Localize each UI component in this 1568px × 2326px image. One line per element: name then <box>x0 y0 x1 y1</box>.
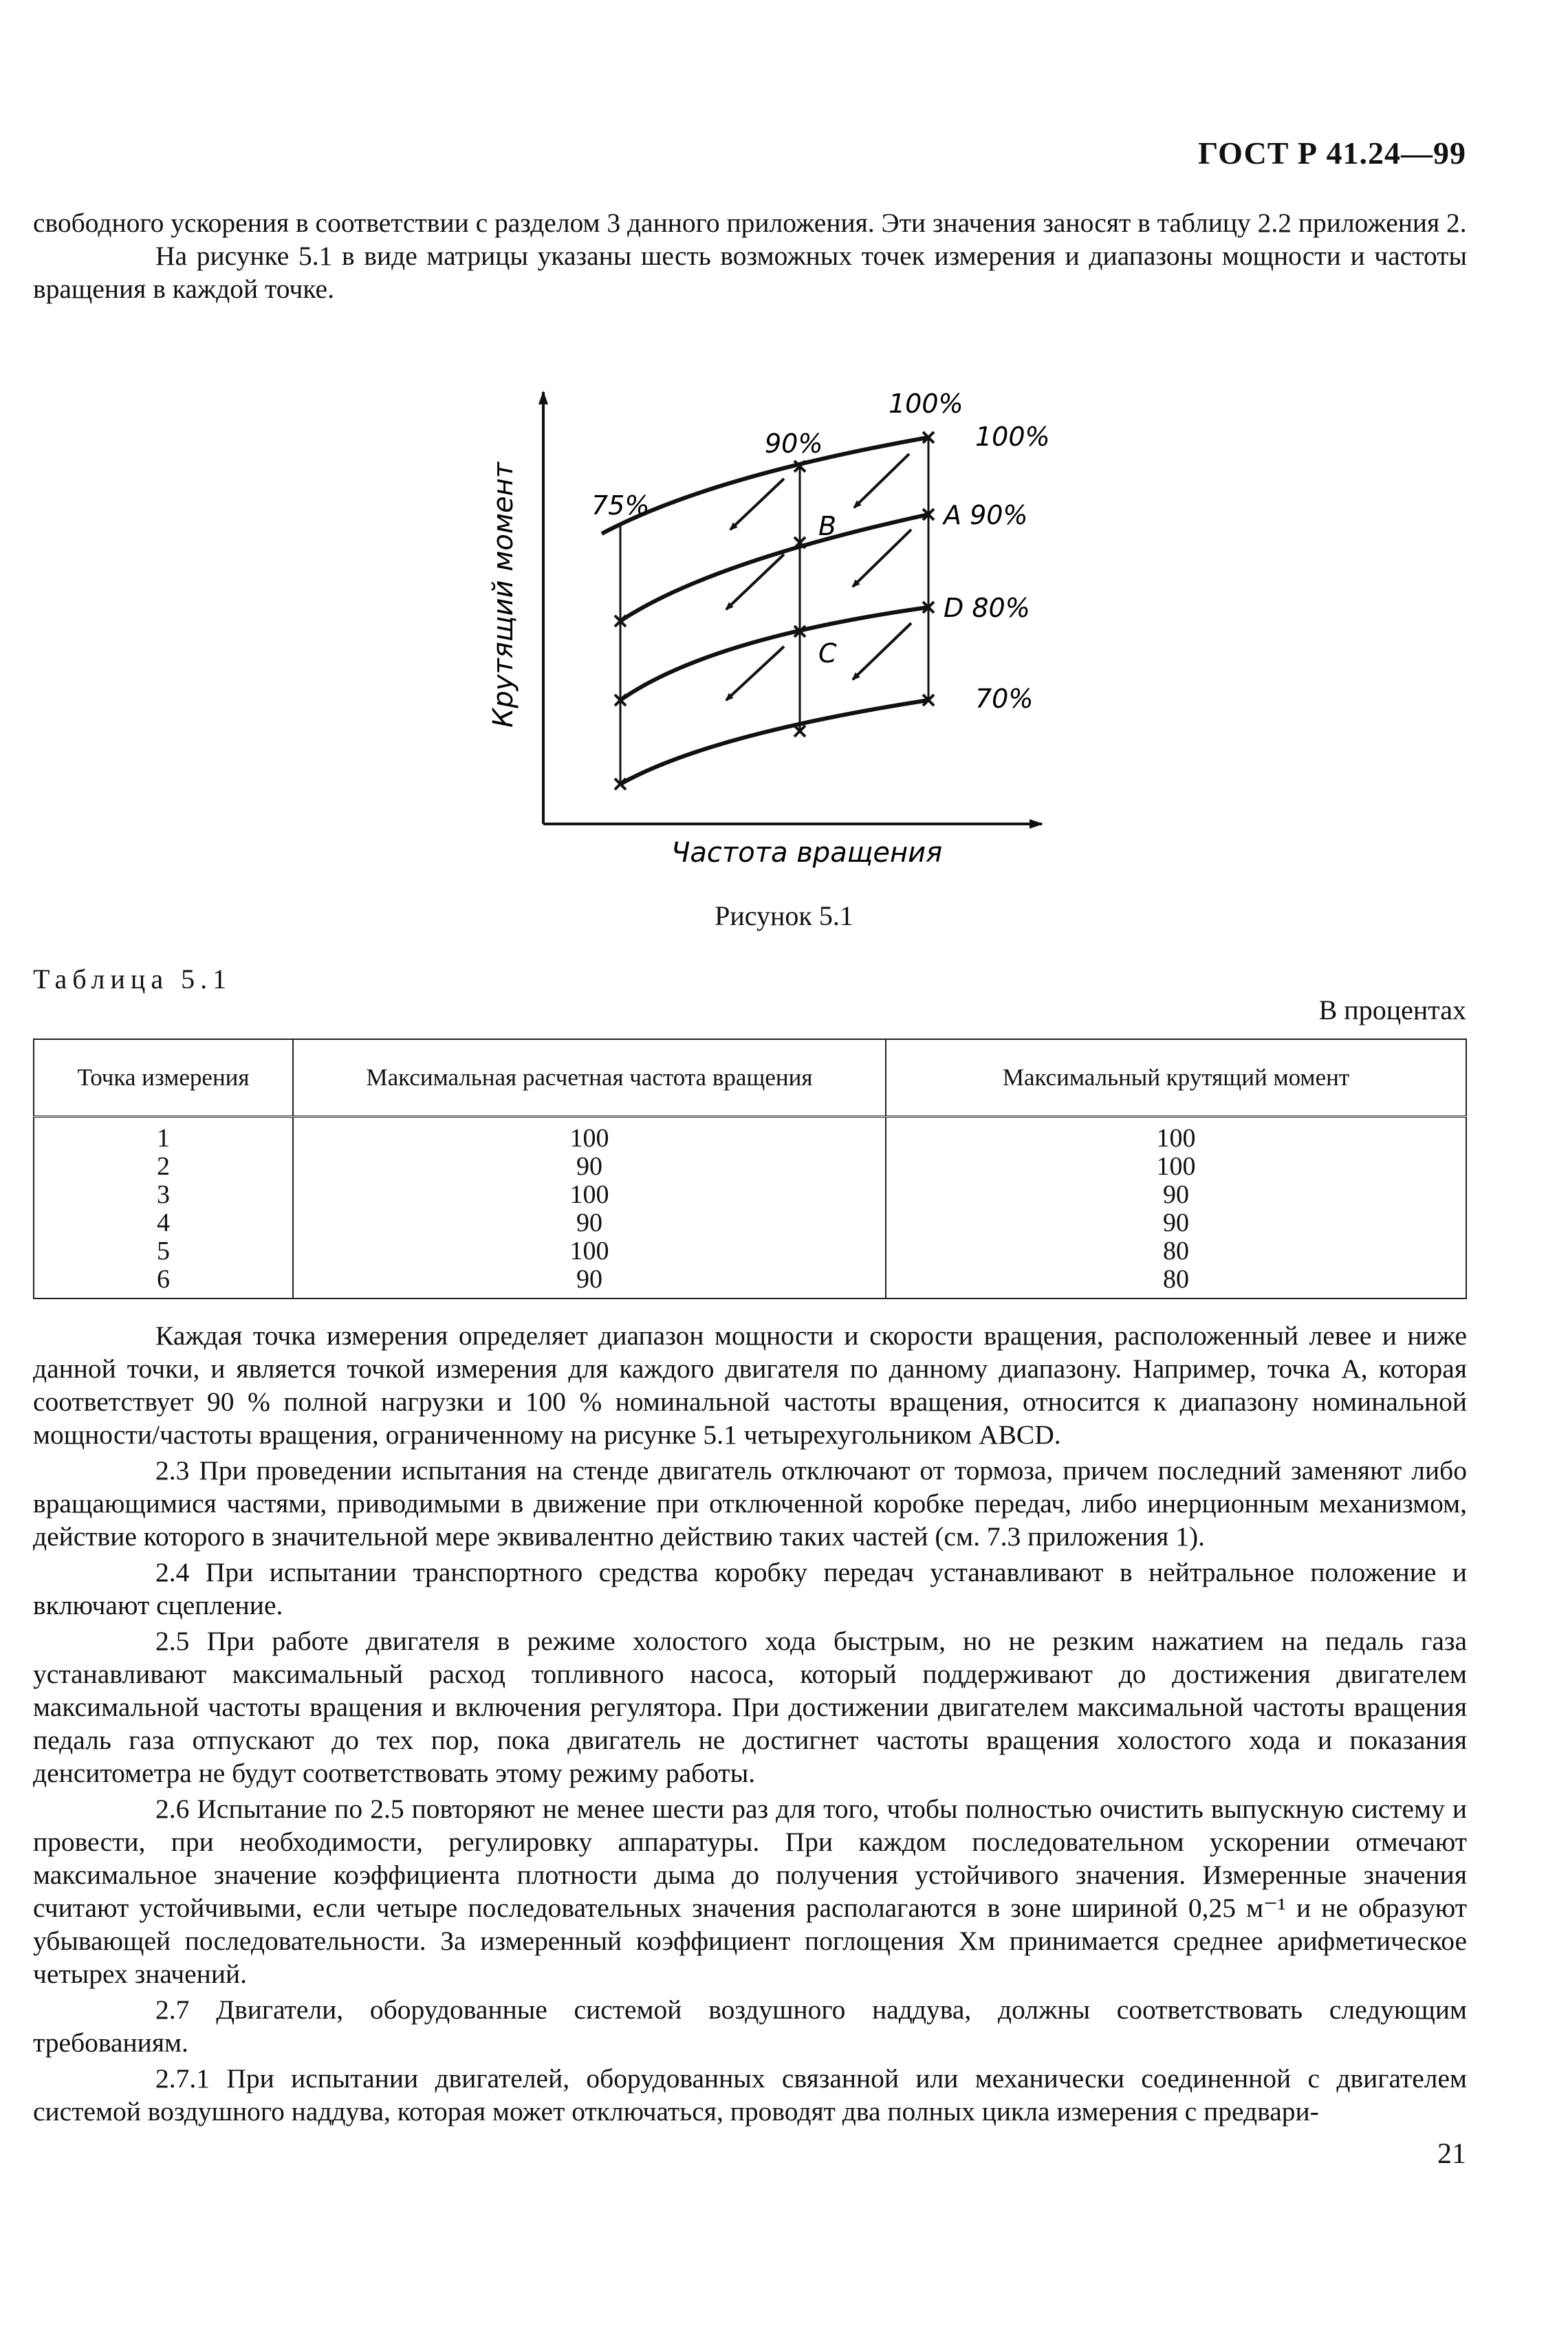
table-cell: 2 <box>34 1153 293 1181</box>
body-paragraph-2-6: 2.6 Испытание по 2.5 повторяют не менее шести раз для того, чтобы полностью очистить выпускную систему и провести, при необходимости, регулировку аппаратуры. При каждом последовательном ускорении отмечают максимальное значение коэффициента плотности дыма до получения устойчивого значения. Измеренные значения считают устойчивыми, если четыре последовательных значения располагаются в зоне шириной 0,25 м⁻¹ и не образуют убывающей последовательности. За измеренный коэффициент поглощения Xм принимается среднее арифметическое четырех значений. <box>33 1794 1467 1989</box>
table-unit: В процентах <box>1318 994 1466 1025</box>
table-cell: 5 <box>34 1237 293 1265</box>
label-100-top: 100% <box>889 389 963 419</box>
body-text <box>33 1319 1467 2128</box>
arrow-6 <box>726 646 784 700</box>
table-cell: 90 <box>293 1209 886 1237</box>
label-90: 90% <box>765 428 823 459</box>
table-row <box>34 1265 1466 1298</box>
table-cell: 6 <box>34 1265 293 1298</box>
table-cell: 4 <box>34 1209 293 1237</box>
table-row <box>34 1237 1466 1265</box>
curve-70 <box>620 700 928 784</box>
torque-speed-diagram <box>481 377 1087 879</box>
table-cell: 80 <box>886 1265 1466 1298</box>
table-cell: 90 <box>886 1181 1466 1209</box>
measurement-points-table <box>33 1039 1467 1299</box>
body-paragraph-2-7-1: 2.7.1 При испытании двигателей, оборудованных связанной или механически соединенной с двигателем системой воздушного наддува, которая может отключаться, проводят два полных цикла измерения с предвари- <box>33 2063 1467 2127</box>
table-cell: 100 <box>293 1181 886 1209</box>
column-header-point: Точка измерения <box>34 1039 293 1117</box>
label-70: 70% <box>975 684 1034 714</box>
table-row <box>34 1153 1466 1181</box>
measurement-points <box>615 432 934 790</box>
table-cell: 90 <box>293 1153 886 1181</box>
table-row <box>34 1209 1466 1237</box>
label-100-right: 100% <box>975 422 1050 452</box>
table-cell: 80 <box>886 1237 1466 1265</box>
document-code: ГОСТ Р 41.24—99 <box>1198 135 1466 171</box>
body-paragraph-2-5: 2.5 При работе двигателя в режиме холостого хода быстрым, но не резким нажатием на педаль газа устанавливают максимальный расход топливного насоса, который поддерживают до достижения двигателем максимальной частоты вращения и включения регулятора. При достижении двигателем максимальной частоты вращения педаль газа отпускают до тех пор, пока двигатель не достигнет частоты вращения холостого хода и показания денситометра не будут соответствовать этому режиму работы. <box>33 1626 1467 1788</box>
table-row <box>34 1181 1466 1209</box>
intro-paragraph-2: На рисунке 5.1 в виде матрицы указаны шесть возможных точек измерения и диапазоны мощности и частоты вращения в каждой точке. <box>33 241 1467 304</box>
table-cell: 100 <box>293 1117 886 1153</box>
arrow-1 <box>854 454 909 508</box>
page-number: 21 <box>1437 2138 1466 2170</box>
curve-90 <box>620 514 928 621</box>
table-cell: 3 <box>34 1181 293 1209</box>
table-cell: 90 <box>886 1209 1466 1237</box>
figure-5-1 <box>481 377 1087 879</box>
column-header-torque: Максимальный крутящий момент <box>886 1039 1466 1117</box>
label-point-c: C <box>818 638 837 669</box>
intro-text <box>33 206 1467 305</box>
x-axis-label: Частота вращения <box>671 837 943 869</box>
arrow-5 <box>853 623 911 680</box>
body-paragraph-1: Каждая точка измерения определяет диапазон мощности и скорости вращения, расположенный левее и ниже данной точки, и является точкой измерения для каждого двигателя по данному диапазону. Например, точка A, которая соответствует 90 % полной нагрузки и 100 % номинальной частоты вращения, относится к диапазону номинальной мощности/частоты вращения, ограниченному на рисунке 5.1 четырехугольником ABCD. <box>33 1320 1467 1450</box>
body-paragraph-2-3: 2.3 При проведении испытания на стенде двигатель отключают от тормоза, причем последний заменяют либо вращающимися частями, приводимыми в движение при отключенной коробке передач, либо инерционным механизмом, действие которого в значительной мере эквивалентно действию таких частей (см. 7.3 приложения 1). <box>33 1455 1467 1552</box>
table-title: Таблица 5.1 <box>33 964 232 994</box>
label-a-90: A 90% <box>944 500 1028 530</box>
table-row <box>34 1117 1466 1153</box>
table-cell: 90 <box>293 1265 886 1298</box>
intro-paragraph-1: свободного ускорения в соответствии с разделом 3 данного приложения. Эти значения заносят в таблицу 2.2 приложения 2. <box>33 208 1467 238</box>
label-75: 75% <box>591 490 650 521</box>
y-axis-label: Крутящий момент <box>488 461 519 728</box>
column-header-speed: Максимальная расчетная частота вращения <box>293 1039 886 1117</box>
label-d-80: D 80% <box>944 593 1030 623</box>
table-cell: 100 <box>886 1117 1466 1153</box>
arrow-2 <box>730 479 784 530</box>
body-paragraph-2-7: 2.7 Двигатели, оборудованные системой воздушного наддува, должны соответствовать следующим требованиям. <box>33 1995 1467 2058</box>
figure-caption: Рисунок 5.1 <box>715 900 853 931</box>
label-point-b: B <box>818 511 837 541</box>
table-cell: 100 <box>886 1153 1466 1181</box>
arrow-3 <box>853 530 911 587</box>
table-cell: 100 <box>293 1237 886 1265</box>
table-cell: 1 <box>34 1117 293 1153</box>
body-paragraph-2-4: 2.4 При испытании транспортного средства коробку передач устанавливают в нейтральное положение и включают сцепление. <box>33 1557 1467 1620</box>
